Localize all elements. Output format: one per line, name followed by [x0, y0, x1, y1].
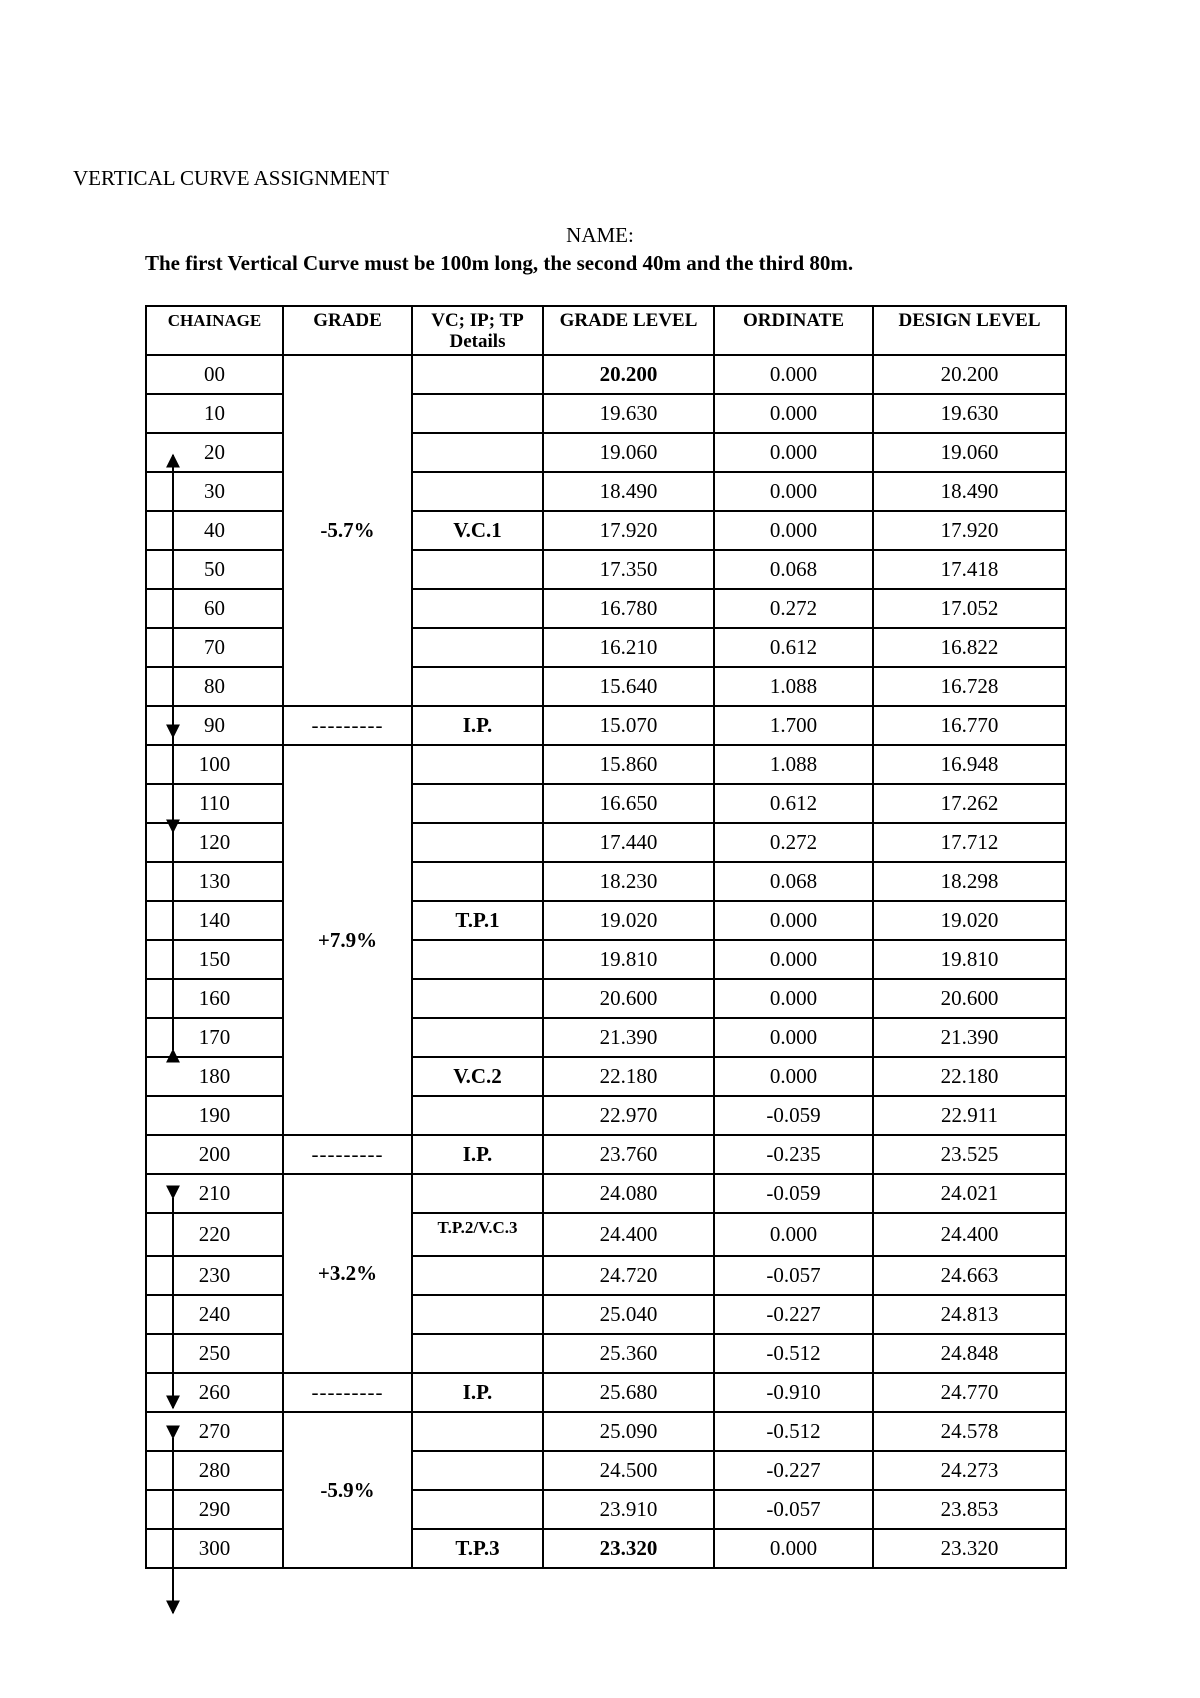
grade-cell: +3.2%	[283, 1174, 412, 1373]
grade-level-cell: 17.350	[543, 550, 714, 589]
details-cell	[412, 1334, 543, 1373]
chainage-cell: 60	[146, 589, 283, 628]
ordinate-cell: -0.059	[714, 1096, 873, 1135]
design-level-cell: 22.911	[873, 1096, 1066, 1135]
design-level-cell: 17.052	[873, 589, 1066, 628]
chainage-cell: 190	[146, 1096, 283, 1135]
chainage-cell: 150	[146, 940, 283, 979]
details-cell	[412, 550, 543, 589]
design-level-cell: 24.813	[873, 1295, 1066, 1334]
design-level-cell: 24.770	[873, 1373, 1066, 1412]
grade-cell: -5.9%	[283, 1412, 412, 1568]
details-cell	[412, 1256, 543, 1295]
ordinate-cell: 0.068	[714, 862, 873, 901]
details-cell	[412, 940, 543, 979]
ip-dash-cell: ---------	[283, 1135, 412, 1174]
grade-level-cell: 25.040	[543, 1295, 714, 1334]
details-cell	[412, 1412, 543, 1451]
grade-level-cell: 24.500	[543, 1451, 714, 1490]
instruction-text: The first Vertical Curve must be 100m long, the second 40m and the third 80m.	[145, 251, 854, 275]
details-cell	[412, 433, 543, 472]
ordinate-cell: 0.000	[714, 511, 873, 550]
details-cell	[412, 589, 543, 628]
chainage-cell: 260	[146, 1373, 283, 1412]
design-level-cell: 24.400	[873, 1213, 1066, 1256]
ordinate-cell: -0.227	[714, 1451, 873, 1490]
chainage-cell: 130	[146, 862, 283, 901]
grade-level-cell: 20.200	[543, 355, 714, 394]
design-level-cell: 24.663	[873, 1256, 1066, 1295]
name-label: NAME:	[566, 223, 634, 247]
details-cell	[412, 745, 543, 784]
ordinate-cell: 0.000	[714, 979, 873, 1018]
details-cell: T.P.1	[412, 901, 543, 940]
chainage-cell: 270	[146, 1412, 283, 1451]
table-row	[146, 1412, 1066, 1451]
design-level-cell: 17.418	[873, 550, 1066, 589]
table-row	[146, 745, 1066, 784]
details-cell	[412, 1490, 543, 1529]
chainage-cell: 250	[146, 1334, 283, 1373]
design-level-cell: 20.200	[873, 355, 1066, 394]
grade-level-cell: 19.020	[543, 901, 714, 940]
details-cell: I.P.	[412, 1373, 543, 1412]
table-row	[146, 1135, 1066, 1174]
chainage-cell: 170	[146, 1018, 283, 1057]
header-row	[146, 306, 1066, 355]
design-level-cell: 19.060	[873, 433, 1066, 472]
chainage-cell: 300	[146, 1529, 283, 1568]
ordinate-cell: -0.235	[714, 1135, 873, 1174]
grade-cell: -5.7%	[283, 355, 412, 706]
chainage-cell: 210	[146, 1174, 283, 1213]
grade-level-cell: 15.070	[543, 706, 714, 745]
design-level-cell: 16.948	[873, 745, 1066, 784]
ordinate-cell: 0.000	[714, 1529, 873, 1568]
design-level-cell: 20.600	[873, 979, 1066, 1018]
ordinate-cell: -0.057	[714, 1256, 873, 1295]
chainage-cell: 220	[146, 1213, 283, 1256]
ip-dash-cell: ---------	[283, 706, 412, 745]
chainage-cell: 180	[146, 1057, 283, 1096]
ordinate-header: ORDINATE	[714, 306, 873, 355]
design-level-cell: 17.712	[873, 823, 1066, 862]
details-cell	[412, 1096, 543, 1135]
details-cell	[412, 1295, 543, 1334]
details-cell	[412, 1018, 543, 1057]
ordinate-cell: 0.000	[714, 1018, 873, 1057]
ordinate-cell: 0.000	[714, 1057, 873, 1096]
design-level-cell: 18.490	[873, 472, 1066, 511]
grade-level-cell: 19.060	[543, 433, 714, 472]
vertical-curve-table	[145, 305, 1067, 1569]
ordinate-cell: 0.000	[714, 940, 873, 979]
grade-level-cell: 18.490	[543, 472, 714, 511]
design-level-cell: 18.298	[873, 862, 1066, 901]
grade-level-cell: 22.180	[543, 1057, 714, 1096]
chainage-cell: 120	[146, 823, 283, 862]
grade-level-cell: 23.910	[543, 1490, 714, 1529]
ordinate-cell: 0.068	[714, 550, 873, 589]
design-level-cell: 19.810	[873, 940, 1066, 979]
grade-level-cell: 16.210	[543, 628, 714, 667]
chainage-cell: 100	[146, 745, 283, 784]
design-level-cell: 24.273	[873, 1451, 1066, 1490]
chainage-cell: 00	[146, 355, 283, 394]
ordinate-cell: 0.000	[714, 901, 873, 940]
grade-level-cell: 19.810	[543, 940, 714, 979]
chainage-cell: 20	[146, 433, 283, 472]
grade-level-cell: 16.780	[543, 589, 714, 628]
details-cell	[412, 667, 543, 706]
grade-level-cell: 24.720	[543, 1256, 714, 1295]
table-body	[146, 355, 1066, 1568]
grade-level-cell: 16.650	[543, 784, 714, 823]
details-header-line2: Details	[449, 331, 506, 352]
ordinate-cell: 0.272	[714, 589, 873, 628]
document-title: VERTICAL CURVE ASSIGNMENT	[73, 166, 389, 190]
design-level-cell: 16.728	[873, 667, 1066, 706]
ordinate-cell: 0.000	[714, 433, 873, 472]
details-cell	[412, 355, 543, 394]
details-cell	[412, 472, 543, 511]
chainage-cell: 160	[146, 979, 283, 1018]
design-level-header: DESIGN LEVEL	[873, 306, 1066, 355]
design-level-cell: 21.390	[873, 1018, 1066, 1057]
ordinate-cell: 0.000	[714, 355, 873, 394]
design-level-cell: 17.262	[873, 784, 1066, 823]
chainage-cell: 30	[146, 472, 283, 511]
design-level-cell: 22.180	[873, 1057, 1066, 1096]
chainage-cell: 140	[146, 901, 283, 940]
ordinate-cell: 0.612	[714, 784, 873, 823]
ordinate-cell: -0.059	[714, 1174, 873, 1213]
details-cell: V.C.1	[412, 511, 543, 550]
chainage-cell: 280	[146, 1451, 283, 1490]
grade-level-cell: 20.600	[543, 979, 714, 1018]
chainage-cell: 80	[146, 667, 283, 706]
grade-level-cell: 22.970	[543, 1096, 714, 1135]
grade-level-cell: 24.080	[543, 1174, 714, 1213]
details-cell	[412, 979, 543, 1018]
ordinate-cell: 0.272	[714, 823, 873, 862]
grade-level-cell: 24.400	[543, 1213, 714, 1256]
details-cell	[412, 1174, 543, 1213]
chainage-cell: 290	[146, 1490, 283, 1529]
chainage-cell: 240	[146, 1295, 283, 1334]
details-cell: T.P.3	[412, 1529, 543, 1568]
design-level-cell: 24.848	[873, 1334, 1066, 1373]
details-cell	[412, 628, 543, 667]
details-cell	[412, 823, 543, 862]
grade-cell: +7.9%	[283, 745, 412, 1135]
ordinate-cell: 0.000	[714, 472, 873, 511]
design-level-cell: 23.853	[873, 1490, 1066, 1529]
chainage-cell: 90	[146, 706, 283, 745]
ordinate-cell: -0.227	[714, 1295, 873, 1334]
design-level-cell: 16.822	[873, 628, 1066, 667]
details-cell	[412, 1451, 543, 1490]
ordinate-cell: 0.000	[714, 394, 873, 433]
design-level-cell: 23.320	[873, 1529, 1066, 1568]
ordinate-cell: -0.057	[714, 1490, 873, 1529]
grade-level-cell: 25.360	[543, 1334, 714, 1373]
details-cell: V.C.2	[412, 1057, 543, 1096]
grade-header: GRADE	[283, 306, 412, 355]
design-level-cell: 16.770	[873, 706, 1066, 745]
grade-level-cell: 23.320	[543, 1529, 714, 1568]
grade-level-cell: 25.090	[543, 1412, 714, 1451]
grade-level-header: GRADE LEVEL	[543, 306, 714, 355]
chainage-cell: 230	[146, 1256, 283, 1295]
grade-level-cell: 21.390	[543, 1018, 714, 1057]
design-level-cell: 24.021	[873, 1174, 1066, 1213]
chainage-cell: 200	[146, 1135, 283, 1174]
design-level-cell: 24.578	[873, 1412, 1066, 1451]
table-row	[146, 706, 1066, 745]
details-header-line1: VC; IP; TP	[431, 310, 524, 331]
chainage-header: CHAINAGE	[146, 306, 283, 355]
details-cell: T.P.2/V.C.3	[412, 1213, 543, 1256]
details-cell	[412, 394, 543, 433]
details-cell: I.P.	[412, 1135, 543, 1174]
ip-dash-cell: ---------	[283, 1373, 412, 1412]
ordinate-cell: 1.088	[714, 745, 873, 784]
grade-level-cell: 25.680	[543, 1373, 714, 1412]
grade-level-cell: 17.440	[543, 823, 714, 862]
grade-level-cell: 18.230	[543, 862, 714, 901]
grade-level-cell: 15.860	[543, 745, 714, 784]
grade-level-cell: 23.760	[543, 1135, 714, 1174]
chainage-cell: 70	[146, 628, 283, 667]
details-cell: I.P.	[412, 706, 543, 745]
chainage-cell: 40	[146, 511, 283, 550]
chainage-cell: 10	[146, 394, 283, 433]
ordinate-cell: 1.700	[714, 706, 873, 745]
design-level-cell: 23.525	[873, 1135, 1066, 1174]
ordinate-cell: 1.088	[714, 667, 873, 706]
grade-level-cell: 15.640	[543, 667, 714, 706]
ordinate-cell: 0.612	[714, 628, 873, 667]
chainage-cell: 110	[146, 784, 283, 823]
chainage-cell: 50	[146, 550, 283, 589]
grade-level-cell: 17.920	[543, 511, 714, 550]
table-row	[146, 355, 1066, 394]
grade-level-cell: 19.630	[543, 394, 714, 433]
design-level-cell: 17.920	[873, 511, 1066, 550]
ordinate-cell: -0.512	[714, 1334, 873, 1373]
details-cell	[412, 862, 543, 901]
ordinate-cell: 0.000	[714, 1213, 873, 1256]
design-level-cell: 19.630	[873, 394, 1066, 433]
design-level-cell: 19.020	[873, 901, 1066, 940]
ordinate-cell: -0.512	[714, 1412, 873, 1451]
details-header	[412, 306, 543, 355]
ordinate-cell: -0.910	[714, 1373, 873, 1412]
details-cell	[412, 784, 543, 823]
table-row	[146, 1373, 1066, 1412]
table-row	[146, 1174, 1066, 1213]
